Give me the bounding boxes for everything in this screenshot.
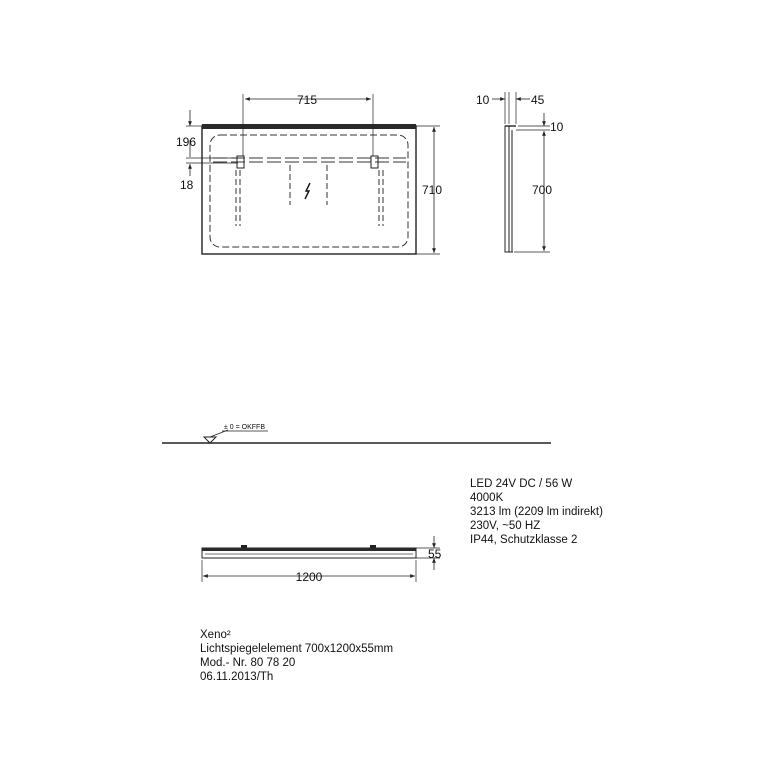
top-view-clip-left: [241, 545, 247, 548]
floor-label: ± 0 = OKFFB: [224, 424, 265, 431]
dim-label-10-top: 10: [550, 120, 564, 134]
floor-reference: [162, 424, 551, 443]
product-info: [200, 628, 393, 684]
product-name: Xeno²: [200, 629, 231, 641]
side-view: [476, 92, 564, 252]
level-triangle-icon: [204, 437, 216, 443]
dim-label-710: 710: [422, 183, 443, 197]
dim-label-196: 196: [176, 135, 197, 149]
spec-color-temp: 4000K: [470, 492, 504, 504]
dim-label-1200: 1200: [295, 570, 323, 584]
front-view: [176, 93, 442, 254]
top-view-clip-right: [370, 545, 376, 548]
lightning-icon: [305, 183, 310, 199]
drawing-date: 06.11.2013/Th: [200, 671, 274, 683]
dim-label-55: 55: [428, 547, 442, 561]
dim-label-45: 45: [531, 93, 545, 107]
top-view-front: [202, 548, 416, 551]
side-panel: [505, 126, 509, 252]
mirror-top-bar: [202, 124, 416, 129]
model-number: Mod.- Nr. 80 78 20: [200, 657, 296, 669]
dim-label-715: 715: [296, 93, 318, 107]
product-description: Lichtspiegelelement 700x1200x55mm: [200, 643, 394, 655]
spec-lumen: 3213 lm (2209 lm indirekt): [470, 506, 603, 518]
technical-specs: [470, 477, 603, 547]
dim-label-700: 700: [532, 183, 553, 197]
spec-voltage: 230V, ~50 HZ: [470, 520, 541, 532]
mirror-outer-frame: [202, 126, 416, 254]
dim-label-10-left: 10: [476, 93, 490, 107]
spec-led: LED 24V DC / 56 W: [470, 478, 573, 490]
top-view: [202, 536, 442, 584]
dim-label-18: 18: [180, 178, 194, 192]
spec-protection: IP44, Schutzklasse 2: [470, 534, 578, 546]
